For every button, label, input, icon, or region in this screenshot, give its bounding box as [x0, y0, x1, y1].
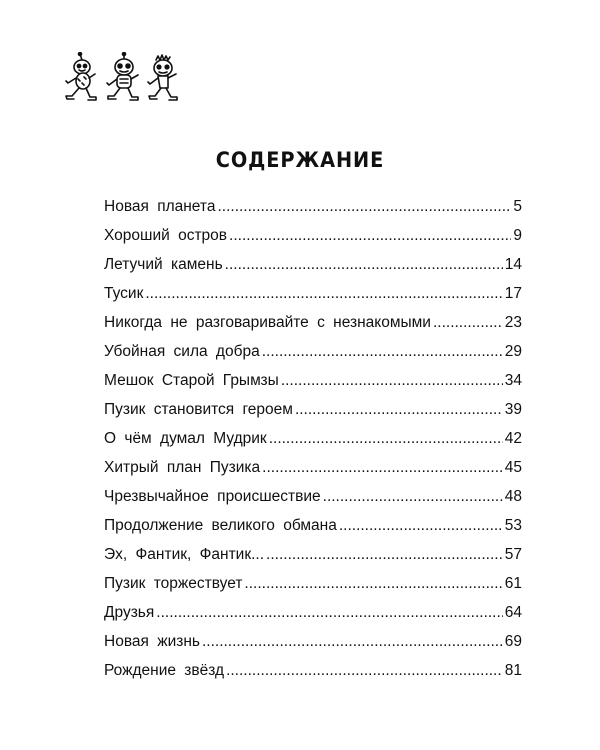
toc-entry-page: 34: [504, 372, 522, 389]
toc-dot-leader: [281, 372, 503, 390]
toc-entry-title: Хитрый план Пузика: [104, 459, 261, 476]
toc-entry: [104, 430, 522, 459]
toc-entry-title: Хороший остров: [104, 227, 228, 244]
toc-entry: [104, 285, 522, 314]
toc-dot-leader: [202, 633, 503, 651]
toc-dot-leader: [156, 604, 502, 622]
toc-entry-page: 42: [504, 430, 522, 447]
toc-entry-title: Новая планета: [104, 198, 216, 215]
toc-entry-title: Чрезвычайное происшествие: [104, 488, 321, 505]
toc-entry-title: Новая жизнь: [104, 633, 200, 650]
toc-entry-title: О чём думал Мудрик: [104, 430, 267, 447]
toc-entry-title: Никогда не разговаривайте с незнакомыми: [104, 314, 431, 331]
toc-entry: [104, 343, 522, 372]
toc-entry: [104, 401, 522, 430]
toc-entry-title: Летучий камень: [104, 256, 223, 273]
toc-dot-leader: [244, 575, 502, 593]
toc-entry-page: 81: [504, 662, 522, 679]
toc-entry-title: Мешок Старой Грымзы: [104, 372, 279, 389]
toc-dot-leader: [217, 198, 511, 216]
toc-entry-page: 69: [504, 633, 522, 650]
toc-entry: [104, 227, 522, 256]
toc-entry-title: Тусик: [104, 285, 144, 302]
toc-dot-leader: [433, 314, 503, 332]
toc-entry: [104, 488, 522, 517]
toc-entry-page: 45: [504, 459, 522, 476]
toc-entry-page: 48: [504, 488, 522, 505]
toc-entry-page: 9: [513, 227, 522, 244]
toc-entry: [104, 575, 522, 604]
walking-aliens-icon: [62, 52, 192, 104]
toc-dot-leader: [262, 343, 503, 361]
toc-entry-page: 29: [504, 343, 522, 360]
toc-dot-leader: [269, 430, 503, 448]
toc-entry: [104, 604, 522, 633]
toc-entry: [104, 517, 522, 546]
toc-entry-title: Друзья: [104, 604, 155, 621]
toc-dot-leader: [339, 517, 503, 535]
toc-entry: [104, 633, 522, 662]
toc-entry-page: 64: [504, 604, 522, 621]
toc-entry: [104, 662, 522, 691]
toc-entry-page: 5: [513, 198, 522, 215]
toc-entry: [104, 198, 522, 227]
toc-entry-title: Пузик становится героем: [104, 401, 293, 418]
alien-figure-1-icon: [66, 53, 96, 101]
toc-entry-page: 17: [504, 285, 522, 302]
toc-dot-leader: [225, 256, 503, 274]
toc-entry-page: 57: [504, 546, 522, 563]
toc-entry-title: Убойная сила добра: [104, 343, 260, 360]
toc-entry: [104, 546, 522, 575]
toc-dot-leader: [229, 227, 511, 245]
table-of-contents: [104, 198, 522, 691]
toc-dot-leader: [266, 546, 503, 564]
toc-entry-page: 39: [504, 401, 522, 418]
toc-entry-page: 53: [504, 517, 522, 534]
toc-entry-title: Эх, Фантик, Фантик...: [104, 546, 265, 563]
toc-entry: [104, 372, 522, 401]
toc-entry-title: Рождение звёзд: [104, 662, 225, 679]
toc-dot-leader: [323, 488, 503, 506]
toc-entry: [104, 314, 522, 343]
toc-dot-leader: [262, 459, 503, 477]
alien-figure-3-icon: [148, 55, 177, 100]
toc-entry-page: 23: [504, 314, 522, 331]
page-title: СОДЕРЖАНИЕ: [215, 148, 385, 172]
toc-entry-title: Пузик торжествует: [104, 575, 243, 592]
toc-dot-leader: [295, 401, 503, 419]
toc-entry: [104, 459, 522, 488]
toc-entry: [104, 256, 522, 285]
toc-dot-leader: [226, 662, 503, 680]
toc-entry-page: 14: [504, 256, 522, 273]
toc-entry-page: 61: [504, 575, 522, 592]
toc-entry-title: Продолжение великого обмана: [104, 517, 337, 534]
alien-figure-2-icon: [107, 53, 138, 101]
toc-dot-leader: [145, 285, 502, 303]
